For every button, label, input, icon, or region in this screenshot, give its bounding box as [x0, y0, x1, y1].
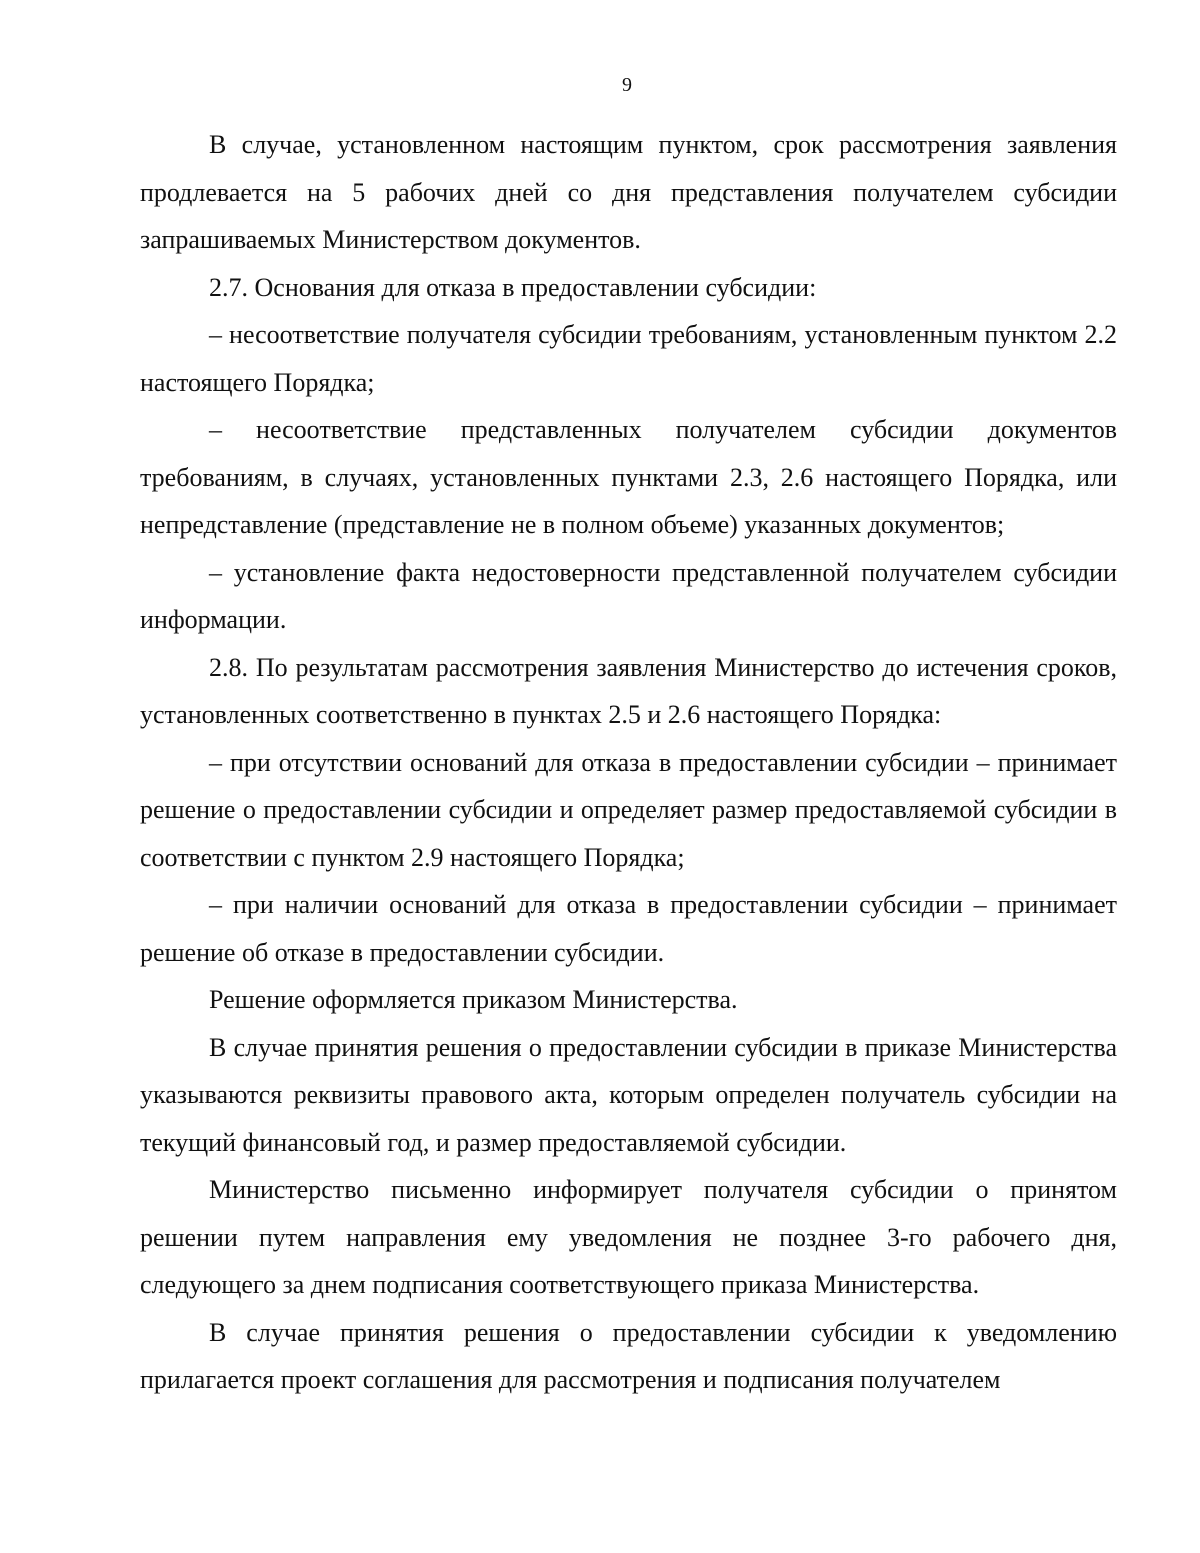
list-item-requirements-mismatch: – несоответствие получателя субсидии требованиям, установленным пунктом 2.2 настоящего Порядка; [140, 320, 1117, 397]
list-item-documents-mismatch: – несоответствие представленных получателем субсидии документов требованиям, в случаях, установленных пунктами 2.3, 2.6 настоящего Порядка, или непредставление (представление не в полном объеме) указанных документов; [140, 415, 1117, 539]
page-number: 9 [622, 74, 632, 96]
paragraph-agreement-draft: В случае принятия решения о предоставлении субсидии к уведомлению прилагается проект соглашения для рассмотрения и подписания получателем [140, 1317, 1117, 1394]
paragraph-notification: Министерство письменно информирует получателя субсидии о принятом решении путем направления ему уведомления не позднее 3-го рабочего дня, следующего за днем подписания соответствующего приказа Министерства. [140, 1175, 1117, 1299]
paragraph-decision-order: Решение оформляется приказом Министерства. [209, 985, 738, 1014]
list-item-grant-decision: – при отсутствии оснований для отказа в предоставлении субсидии – принимает решение о предоставлении субсидии и определяет размер предоставляемой субсидии в соответствии с пунктом 2.9 настоящего Порядка; [140, 747, 1117, 872]
paragraph-2-8: 2.8. По результатам рассмотрения заявления Министерство до истечения сроков, установленных соответственно в пунктах 2.5 и 2.6 настоящего Порядка: [140, 652, 1117, 729]
list-item-refusal-decision: – при наличии оснований для отказа в предоставлении субсидии – принимает решение об отказе в предоставлении субсидии. [140, 890, 1117, 967]
document-body [140, 121, 1117, 1404]
paragraph-2-7-heading: 2.7. Основания для отказа в предоставлении субсидии: [209, 272, 817, 302]
paragraph-term-extension: В случае, установленном настоящим пунктом, срок рассмотрения заявления продлевается на 5 рабочих дней со дня представления получателем субсидии запрашиваемых Министерством документов. [140, 130, 1117, 254]
list-item-false-information: – установление факта недостоверности представленной получателем субсидии информации. [140, 557, 1117, 634]
paragraph-order-details: В случае принятия решения о предоставлении субсидии в приказе Министерства указываются реквизиты правового акта, которым определен получатель субсидии на текущий финансовый год, и размер предоставляемой субсидии. [140, 1032, 1117, 1157]
